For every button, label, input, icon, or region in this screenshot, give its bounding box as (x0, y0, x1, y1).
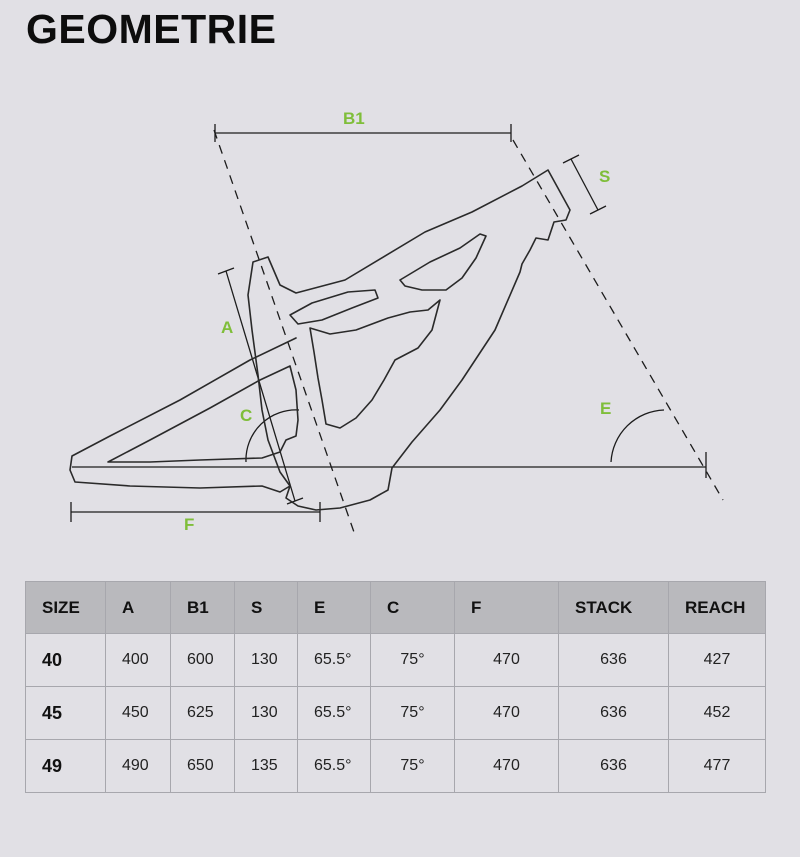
table-header-row (26, 582, 766, 634)
header-a: A (106, 582, 171, 634)
cell-f: 470 (455, 740, 559, 793)
cell-b1: 600 (171, 634, 235, 687)
frame-mid-window (290, 290, 378, 324)
header-b1: B1 (171, 582, 235, 634)
cell-stack: 636 (559, 687, 669, 740)
header-f: F (455, 582, 559, 634)
cell-stack: 636 (559, 634, 669, 687)
table-row (26, 634, 766, 687)
cell-s: 130 (235, 687, 298, 740)
header-reach: REACH (669, 582, 766, 634)
cell-c: 75° (371, 740, 455, 793)
frame-main-outline (248, 170, 570, 510)
e-angle-arc (611, 410, 664, 462)
cell-e: 65.5° (298, 634, 371, 687)
cell-a: 490 (106, 740, 171, 793)
cell-reach: 452 (669, 687, 766, 740)
s-label: S (599, 167, 611, 186)
cell-reach: 477 (669, 740, 766, 793)
cell-c: 75° (371, 634, 455, 687)
b1-label: B1 (343, 109, 365, 128)
shock-linkage (310, 300, 440, 428)
cell-e: 65.5° (298, 740, 371, 793)
header-c: C (371, 582, 455, 634)
f-label: F (184, 515, 195, 534)
a-label: A (221, 318, 234, 337)
cell-size: 49 (26, 740, 106, 793)
s-dimension-line (571, 159, 598, 210)
cell-stack: 636 (559, 740, 669, 793)
cell-b1: 650 (171, 740, 235, 793)
cell-a: 400 (106, 634, 171, 687)
c-label: C (240, 406, 253, 425)
table-row (26, 687, 766, 740)
cell-a: 450 (106, 687, 171, 740)
cell-size: 45 (26, 687, 106, 740)
cell-b1: 625 (171, 687, 235, 740)
page-title: GEOMETRIE (26, 6, 277, 52)
head-tube-axis-line (513, 140, 723, 500)
header-s: S (235, 582, 298, 634)
cell-size: 40 (26, 634, 106, 687)
cell-s: 130 (235, 634, 298, 687)
frame-geometry-diagram (0, 90, 800, 560)
seat-tube-axis-line (214, 130, 355, 535)
header-stack: STACK (559, 582, 669, 634)
frame-top-window (400, 234, 486, 290)
cell-e: 65.5° (298, 687, 371, 740)
cell-f: 470 (455, 634, 559, 687)
geometry-table (25, 581, 766, 793)
cell-f: 470 (455, 687, 559, 740)
rear-triangle-outline (70, 338, 296, 492)
cell-c: 75° (371, 687, 455, 740)
cell-reach: 427 (669, 634, 766, 687)
e-label: E (600, 399, 612, 418)
table-row (26, 740, 766, 793)
cell-s: 135 (235, 740, 298, 793)
header-e: E (298, 582, 371, 634)
header-size: SIZE (26, 582, 106, 634)
